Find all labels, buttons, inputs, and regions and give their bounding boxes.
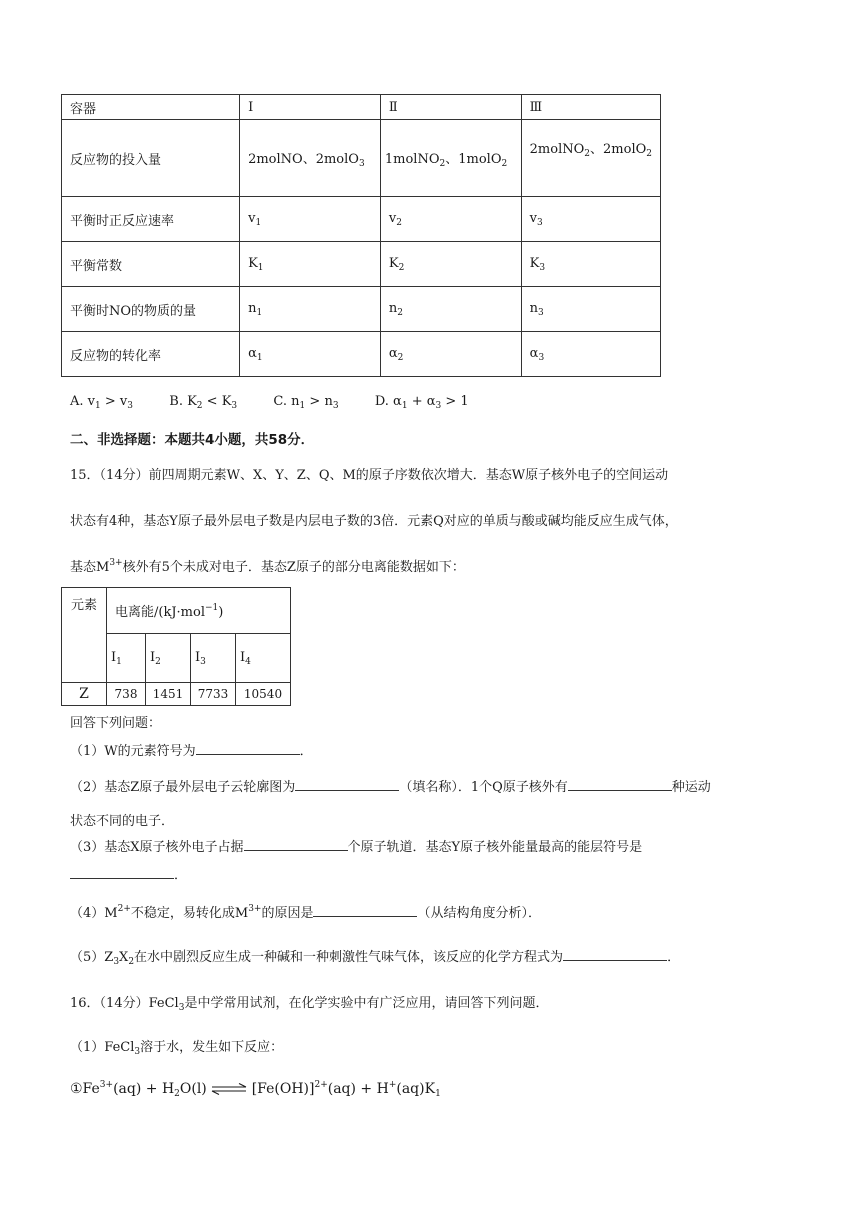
option-text: > n xyxy=(305,394,333,409)
cell-text: 2molNO、2molO xyxy=(248,151,359,167)
eq-text: (aq) + H xyxy=(113,1081,175,1097)
q16-part1 xyxy=(70,1036,283,1057)
option-c xyxy=(273,394,338,409)
text: （1）W的元素符号为 xyxy=(70,744,196,759)
option-d xyxy=(375,394,469,409)
answer-blank[interactable] xyxy=(70,866,174,879)
cell-text: n xyxy=(529,300,539,316)
cell-text: n xyxy=(248,300,257,316)
sup: −1 xyxy=(205,603,219,614)
q15-line1: 15．（14分）前四周期元素W、X、Y、Z、Q、M的原子序数依次增大．基态W原子核外电子的空间运动 xyxy=(70,468,669,483)
cell xyxy=(240,287,381,332)
cell-container-2 xyxy=(380,120,521,197)
cell-sub: 2 xyxy=(584,149,591,159)
option-text: > 1 xyxy=(441,394,469,409)
eq-text: (aq)K xyxy=(396,1081,436,1097)
sup: 2+ xyxy=(314,1080,328,1090)
answer-prompt: 回答下列问题： xyxy=(70,716,162,731)
q15-part5 xyxy=(70,946,680,967)
q15-part4 xyxy=(70,902,541,921)
q15-part1 xyxy=(70,740,313,759)
option-text: + α xyxy=(407,394,436,409)
text: X xyxy=(119,950,129,965)
text: （5）Z xyxy=(70,950,114,965)
text: ． xyxy=(299,744,313,759)
ionization-energy-table xyxy=(61,587,291,706)
cell-sub: 3 xyxy=(539,262,546,273)
i-label xyxy=(146,634,191,683)
i-label xyxy=(107,634,146,683)
text: ． xyxy=(667,950,681,965)
option-sub: 1 xyxy=(299,401,306,411)
cell xyxy=(240,332,381,377)
cell: 10540 xyxy=(236,683,291,706)
answer-blank[interactable] xyxy=(295,778,399,791)
cell-sub: 3 xyxy=(358,158,365,169)
table-header-cell: Ⅰ xyxy=(240,95,381,120)
text: （从结构角度分析）． xyxy=(417,906,541,921)
cell xyxy=(521,197,660,242)
cell-sub: 2 xyxy=(397,307,403,318)
cell-text: K xyxy=(529,255,540,271)
cell-text: 1molNO xyxy=(384,151,440,167)
text: 核外有5个未成对电子．基态Z原子的部分电离能数据如下： xyxy=(122,560,465,575)
cell-sub: 3 xyxy=(538,307,544,318)
table-header-cell: Ⅱ xyxy=(380,95,521,120)
cell-text: 2molNO xyxy=(529,142,585,157)
cell-sub: 1 xyxy=(257,262,264,273)
text: 16．（14分）FeCl xyxy=(70,996,179,1011)
cell xyxy=(521,332,660,377)
cell-sub: 2 xyxy=(439,158,446,169)
table-row xyxy=(62,287,661,332)
text: I xyxy=(240,649,246,665)
q15-part3-cont xyxy=(70,864,187,883)
q15-part3 xyxy=(70,836,642,855)
q15-part2-cont: 状态不同的电子． xyxy=(70,814,175,829)
text: ． xyxy=(174,868,188,883)
cell-text: α xyxy=(388,345,398,361)
table-header-cell: Ⅲ xyxy=(521,95,660,120)
cell-text: K xyxy=(388,255,399,271)
row-label: 平衡时NO的物质的量 xyxy=(62,287,240,332)
cell xyxy=(380,197,521,242)
cell-text: v xyxy=(529,210,538,226)
cell-sub: 2 xyxy=(398,262,405,273)
text: 基态M xyxy=(70,560,110,575)
option-text: > v xyxy=(100,394,128,409)
text: 在水中剧烈反应生成一种碱和一种刺激性气味气体，该反应的化学方程式为 xyxy=(134,950,564,965)
element-column-header: 元素 xyxy=(62,588,107,683)
answer-blank[interactable] xyxy=(196,742,300,755)
row-label: 反应物的转化率 xyxy=(62,332,240,377)
cell xyxy=(380,242,521,287)
row-label: 平衡时正反应速率 xyxy=(62,197,240,242)
header-text: ) xyxy=(218,605,224,621)
cell-sub: 1 xyxy=(256,307,263,318)
cell xyxy=(521,287,660,332)
text: I xyxy=(150,649,156,665)
table-header-row xyxy=(62,588,291,634)
cell-sub: 2 xyxy=(501,158,508,169)
sup: 3+ xyxy=(99,1080,114,1090)
cell-container-3 xyxy=(521,120,660,197)
table-row xyxy=(62,242,661,287)
equilibrium-arrow-icon xyxy=(211,1083,247,1095)
cell-sub: 1 xyxy=(256,352,263,363)
eq-text: [Fe(OH)] xyxy=(251,1081,315,1097)
option-text: B. K xyxy=(169,394,197,409)
cell-text: v xyxy=(248,210,256,226)
text: 不稳定，易转化成M xyxy=(130,906,249,921)
sup: + xyxy=(388,1080,397,1090)
sub: 3 xyxy=(178,1003,185,1013)
sup: 3+ xyxy=(109,558,123,568)
cell xyxy=(240,197,381,242)
section-title: 二、非选择题：本题共4小题，共58分． xyxy=(70,432,315,448)
cell xyxy=(521,242,660,287)
option-text: C. n xyxy=(273,394,300,409)
text: I xyxy=(195,649,201,665)
cell-sub: 2 xyxy=(646,149,652,159)
option-text: D. α xyxy=(374,394,402,409)
answer-options xyxy=(70,394,469,411)
cell-sub: 2 xyxy=(396,217,402,228)
sub: 2 xyxy=(155,656,161,667)
cell-sub: 1 xyxy=(255,217,262,228)
cell-text: 、1molO xyxy=(445,151,502,167)
equation-1 xyxy=(70,1080,441,1099)
text: （2）基态Z原子最外层电子云轮廓图为 xyxy=(70,780,296,795)
ionization-header xyxy=(107,588,291,634)
text: 个原子轨道．基态Y原子核外能量最高的能层符号是 xyxy=(347,840,643,855)
cell-sub: 3 xyxy=(537,217,543,228)
option-text: A. v xyxy=(70,394,95,409)
option-sub: 3 xyxy=(332,401,339,411)
option-sub: 2 xyxy=(196,401,203,411)
i-label xyxy=(236,634,291,683)
row-label: 平衡常数 xyxy=(62,242,240,287)
sub: 3 xyxy=(134,1047,141,1057)
option-sub: 3 xyxy=(127,401,133,411)
text: 溶于水，发生如下反应： xyxy=(140,1040,284,1055)
option-sub: 3 xyxy=(231,401,238,411)
cell: 738 xyxy=(107,683,146,706)
sub: 1 xyxy=(435,1089,441,1099)
sup: 2+ xyxy=(117,904,131,914)
sub: 2 xyxy=(128,957,135,967)
answer-blank[interactable] xyxy=(568,778,672,791)
cell-text: n xyxy=(388,300,398,316)
cell xyxy=(380,332,521,377)
table-row xyxy=(62,683,291,706)
cell-text: α xyxy=(529,345,539,361)
cell-text: v xyxy=(388,210,397,226)
text: 的原因是 xyxy=(261,906,314,921)
table-header-row xyxy=(62,95,661,120)
cell-sub: 3 xyxy=(538,352,545,363)
cell-text: K xyxy=(248,255,258,271)
table-row xyxy=(62,197,661,242)
option-sub: 1 xyxy=(401,401,408,411)
sub: 1 xyxy=(116,656,122,667)
text: （3）基态X原子核外电子占据 xyxy=(70,840,244,855)
table-header-cell: 容器 xyxy=(62,95,240,120)
answer-blank[interactable] xyxy=(313,904,417,917)
cell-text: α xyxy=(248,345,257,361)
option-a xyxy=(70,394,133,409)
reaction-table xyxy=(61,94,661,377)
header-text: 电离能/(kJ·mol xyxy=(115,605,205,621)
eq-text: ①Fe xyxy=(70,1081,100,1097)
cell xyxy=(380,287,521,332)
cell: 1451 xyxy=(146,683,191,706)
option-sub: 3 xyxy=(435,401,442,411)
sup: 3+ xyxy=(248,904,262,914)
text: （1）FeCl xyxy=(70,1040,135,1055)
option-text: < K xyxy=(202,394,232,409)
option-b xyxy=(169,394,237,409)
row-label: 反应物的投入量 xyxy=(62,120,240,197)
sub: 4 xyxy=(245,656,251,667)
q15-line3 xyxy=(70,556,465,575)
table-row xyxy=(62,332,661,377)
text: （填名称）．1个Q原子核外有 xyxy=(399,780,568,795)
text: 是中学常用试剂，在化学实验中有广泛应用，请回答下列问题． xyxy=(184,996,549,1011)
q15-part2 xyxy=(70,776,711,795)
table-row xyxy=(62,120,661,197)
eq-text: (aq) + H xyxy=(327,1081,389,1097)
answer-blank[interactable] xyxy=(244,838,348,851)
cell-container-1 xyxy=(240,120,381,197)
q16-line1 xyxy=(70,992,548,1013)
cell-sub: 2 xyxy=(397,352,404,363)
sub: 3 xyxy=(200,656,206,667)
text: 种运动 xyxy=(671,780,711,795)
eq-text: O(l) xyxy=(179,1081,207,1097)
text: I xyxy=(111,649,117,665)
cell-text: 、2molO xyxy=(590,142,647,157)
cell: 7733 xyxy=(191,683,236,706)
sub: 2 xyxy=(174,1089,180,1099)
row-label: Z xyxy=(62,683,107,706)
cell xyxy=(240,242,381,287)
i-label xyxy=(191,634,236,683)
q15-line2: 状态有4种，基态Y原子最外层电子数是内层电子数的3倍．元素Q对应的单质与酸或碱均能反应生成气体， xyxy=(70,514,678,529)
text: （4）M xyxy=(70,906,118,921)
answer-blank[interactable] xyxy=(563,948,667,961)
sub: 3 xyxy=(113,957,120,967)
option-sub: 1 xyxy=(95,401,101,411)
